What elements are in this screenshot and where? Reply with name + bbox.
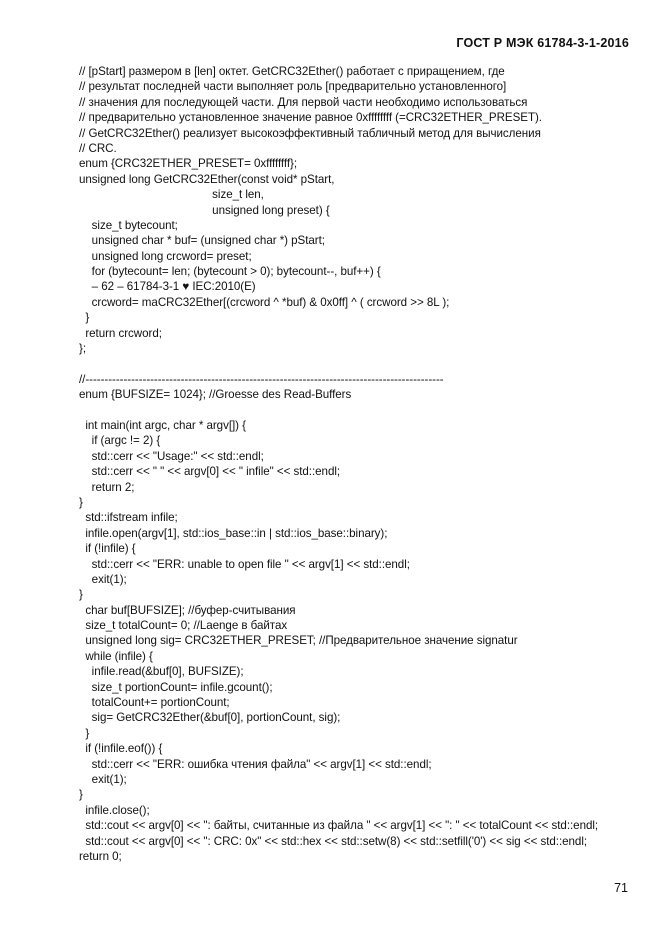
code-line: std::cerr << " " << argv[0] << " infile" << std::endl; bbox=[79, 465, 341, 479]
code-line: unsigned char * buf= (unsigned char *) pStart; bbox=[79, 234, 325, 248]
code-line: // значения для последующей части. Для первой части необходимо использоваться bbox=[79, 95, 528, 109]
code-line: infile.open(argv[1], std::ios_base::in | std::ios_base::binary); bbox=[79, 526, 388, 540]
code-line: //---------------------------------------------------------------------------------------------- bbox=[79, 372, 444, 386]
code-line bbox=[79, 403, 649, 418]
code-line: // предварительно установленное значение равное 0xffffffff (=CRC32ETHER_PRESET). bbox=[79, 111, 542, 125]
code-line: } bbox=[79, 788, 83, 802]
code-line: return crcword; bbox=[79, 326, 162, 340]
code-line: exit(1); bbox=[79, 572, 127, 586]
code-listing bbox=[79, 64, 649, 864]
code-line: unsigned long sig= CRC32ETHER_PRESET; //Предварительное значение signatur bbox=[79, 634, 518, 648]
code-line: }; bbox=[79, 342, 86, 356]
code-line: sig= GetCRC32Ether(&buf[0], portionCount, sig); bbox=[79, 711, 341, 725]
code-line: std::cerr << "ERR: unable to open file " << argv[1] << std::endl; bbox=[79, 557, 410, 571]
code-line: enum {CRC32ETHER_PRESET= 0xffffffff}; bbox=[79, 157, 298, 171]
document-header-standard: ГОСТ Р МЭК 61784-3-1-2016 bbox=[456, 36, 629, 50]
code-line: infile.read(&buf[0], BUFSIZE); bbox=[79, 665, 244, 679]
code-line: unsigned long GetCRC32Ether(const void* pStart, bbox=[79, 172, 335, 186]
code-line: // результат последней части выполняет роль [предварительно установленного] bbox=[79, 80, 507, 94]
code-line: } bbox=[79, 726, 90, 740]
code-line: return 0; bbox=[79, 849, 122, 863]
code-line: } bbox=[79, 311, 90, 325]
code-line: enum {BUFSIZE= 1024}; //Groesse des Read-Buffers bbox=[79, 388, 352, 402]
code-line: size_t totalCount= 0; //Laenge в байтах bbox=[79, 619, 288, 633]
code-line: return 2; bbox=[79, 480, 135, 494]
code-line: char buf[BUFSIZE]; //буфер-считывания bbox=[79, 603, 296, 617]
code-line: } bbox=[79, 588, 83, 602]
code-line: unsigned long preset) { bbox=[79, 203, 330, 217]
code-line: crcword= maCRC32Ether[(crcword ^ *buf) & 0x0ff] ^ ( crcword >> 8L ); bbox=[79, 295, 450, 309]
code-line: std::ifstream infile; bbox=[79, 511, 178, 525]
code-line: std::cerr << "ERR: ошибка чтения файла" << argv[1] << std::endl; bbox=[79, 757, 432, 771]
code-line: if (!infile.eof()) { bbox=[79, 742, 163, 756]
code-line: std::cout << argv[0] << ": байты, считанные из файла " << argv[1] << ": " << totalCount << std::endl; bbox=[79, 819, 599, 833]
code-line: infile.close(); bbox=[79, 803, 150, 817]
code-line: // CRC. bbox=[79, 141, 117, 155]
code-line bbox=[79, 356, 649, 371]
code-line: // GetCRC32Ether() реализует высокоэффективный табличный метод для вычисления bbox=[79, 126, 541, 140]
code-line: if (!infile) { bbox=[79, 542, 136, 556]
code-line: std::cout << argv[0] << ": CRC: 0x" << std::hex << std::setw(8) << std::setfill('0') << sig << std::endl; bbox=[79, 834, 588, 848]
code-line: std::cerr << "Usage:" << std::endl; bbox=[79, 449, 264, 463]
code-line: } bbox=[79, 495, 83, 509]
code-line: exit(1); bbox=[79, 772, 127, 786]
code-line: unsigned long crcword= preset; bbox=[79, 249, 252, 263]
code-line: for (bytecount= len; (bytecount > 0); bytecount--, buf++) { bbox=[79, 265, 381, 279]
code-line: if (argc != 2) { bbox=[79, 434, 161, 448]
code-line: int main(int argc, char * argv[]) { bbox=[79, 418, 246, 432]
code-line: while (infile) { bbox=[79, 649, 153, 663]
code-line: totalCount+= portionCount; bbox=[79, 696, 230, 710]
code-line: size_t len, bbox=[79, 188, 264, 202]
code-line: – 62 – 61784-3-1 ♥ IEC:2010(E) bbox=[79, 280, 256, 294]
code-line: size_t portionCount= infile.gcount(); bbox=[79, 680, 273, 694]
code-line: // [pStart] размером в [len] октет. GetCRC32Ether() работает с приращением, где bbox=[79, 65, 505, 78]
code-line: size_t bytecount; bbox=[79, 218, 178, 232]
page-number: 71 bbox=[614, 881, 628, 895]
